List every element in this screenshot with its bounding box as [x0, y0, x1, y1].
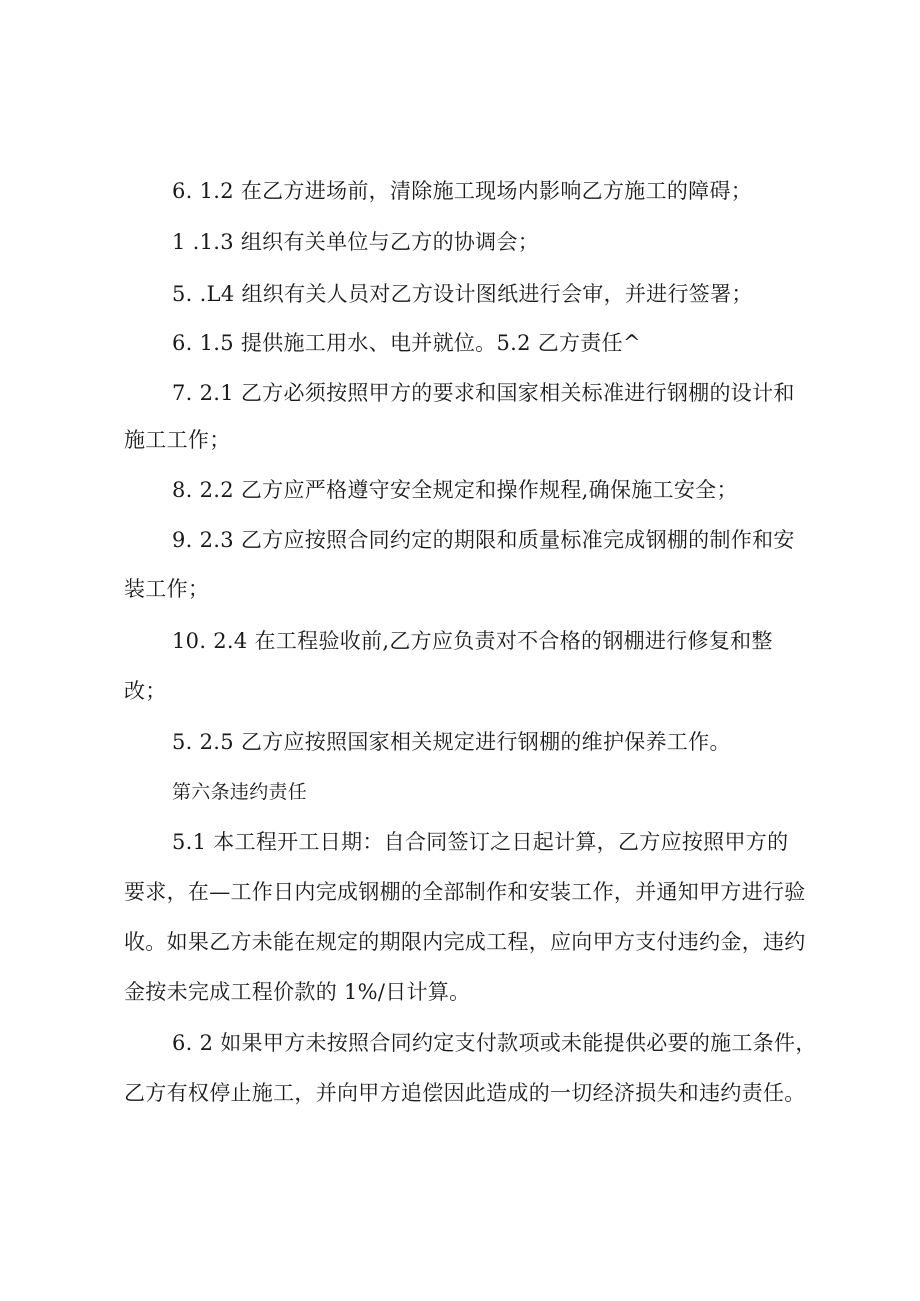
clause-5-2-5: 5. 2.5 乙方应按照国家相关规定进行钢棚的维护保养工作。	[172, 730, 731, 754]
clause-5-1-line-2: 要求，在—工作日内完成钢棚的全部制作和安装工作，并通知甲方进行验	[124, 880, 806, 904]
clause-6-2-continued: 乙方有权停止施工，并向甲方追偿因此造成的一切经济损失和违约责任。	[124, 1081, 806, 1105]
clause-7-2-1: 7. 2.1 乙方必须按照甲方的要求和国家相关标准进行钢棚的设计和	[172, 381, 795, 405]
clause-10-2-4: 10. 2.4 在工程验收前,乙方应负责对不合格的钢棚进行修复和整	[172, 629, 773, 653]
clause-9-2-3: 9. 2.3 乙方应按照合同约定的期限和质量标准完成钢棚的制作和安	[172, 528, 795, 552]
clause-1-1-3: 1 .1.3 组织有关单位与乙方的协调会；	[172, 230, 540, 254]
clause-6-1-2: 6. 1.2 在乙方进场前，清除施工现场内影响乙方施工的障碍；	[172, 179, 753, 203]
clause-5-1-line-3: 收。如果乙方未能在规定的期限内完成工程，应向甲方支付违约金，违约	[124, 930, 806, 954]
clause-5-1: 5.1 本工程开工日期：自合同签订之日起计算，乙方应按照甲方的	[172, 830, 789, 854]
section-heading: 第六条违约责任	[172, 781, 308, 803]
clause-6-2: 6. 2 如果甲方未按照合同约定支付款项或未能提供必要的施工条件，	[172, 1031, 817, 1055]
clause-8-2-2: 8. 2.2 乙方应严格遵守安全规定和操作规程,确保施工安全；	[172, 478, 738, 502]
clause-5-l4: 5. .L4 组织有关人员对乙方设计图纸进行会审，并进行签署；	[172, 282, 753, 306]
clause-5-1-line-4: 金按未完成工程价款的 1%/日计算。	[124, 980, 471, 1004]
clause-10-2-4-continued: 改；	[124, 679, 167, 703]
clause-7-2-1-continued: 施工工作；	[124, 428, 231, 452]
clause-6-1-5: 6. 1.5 提供施工用水、电并就位。5.2 乙方责任^	[172, 331, 641, 355]
clause-9-2-3-continued: 装工作；	[124, 577, 210, 601]
